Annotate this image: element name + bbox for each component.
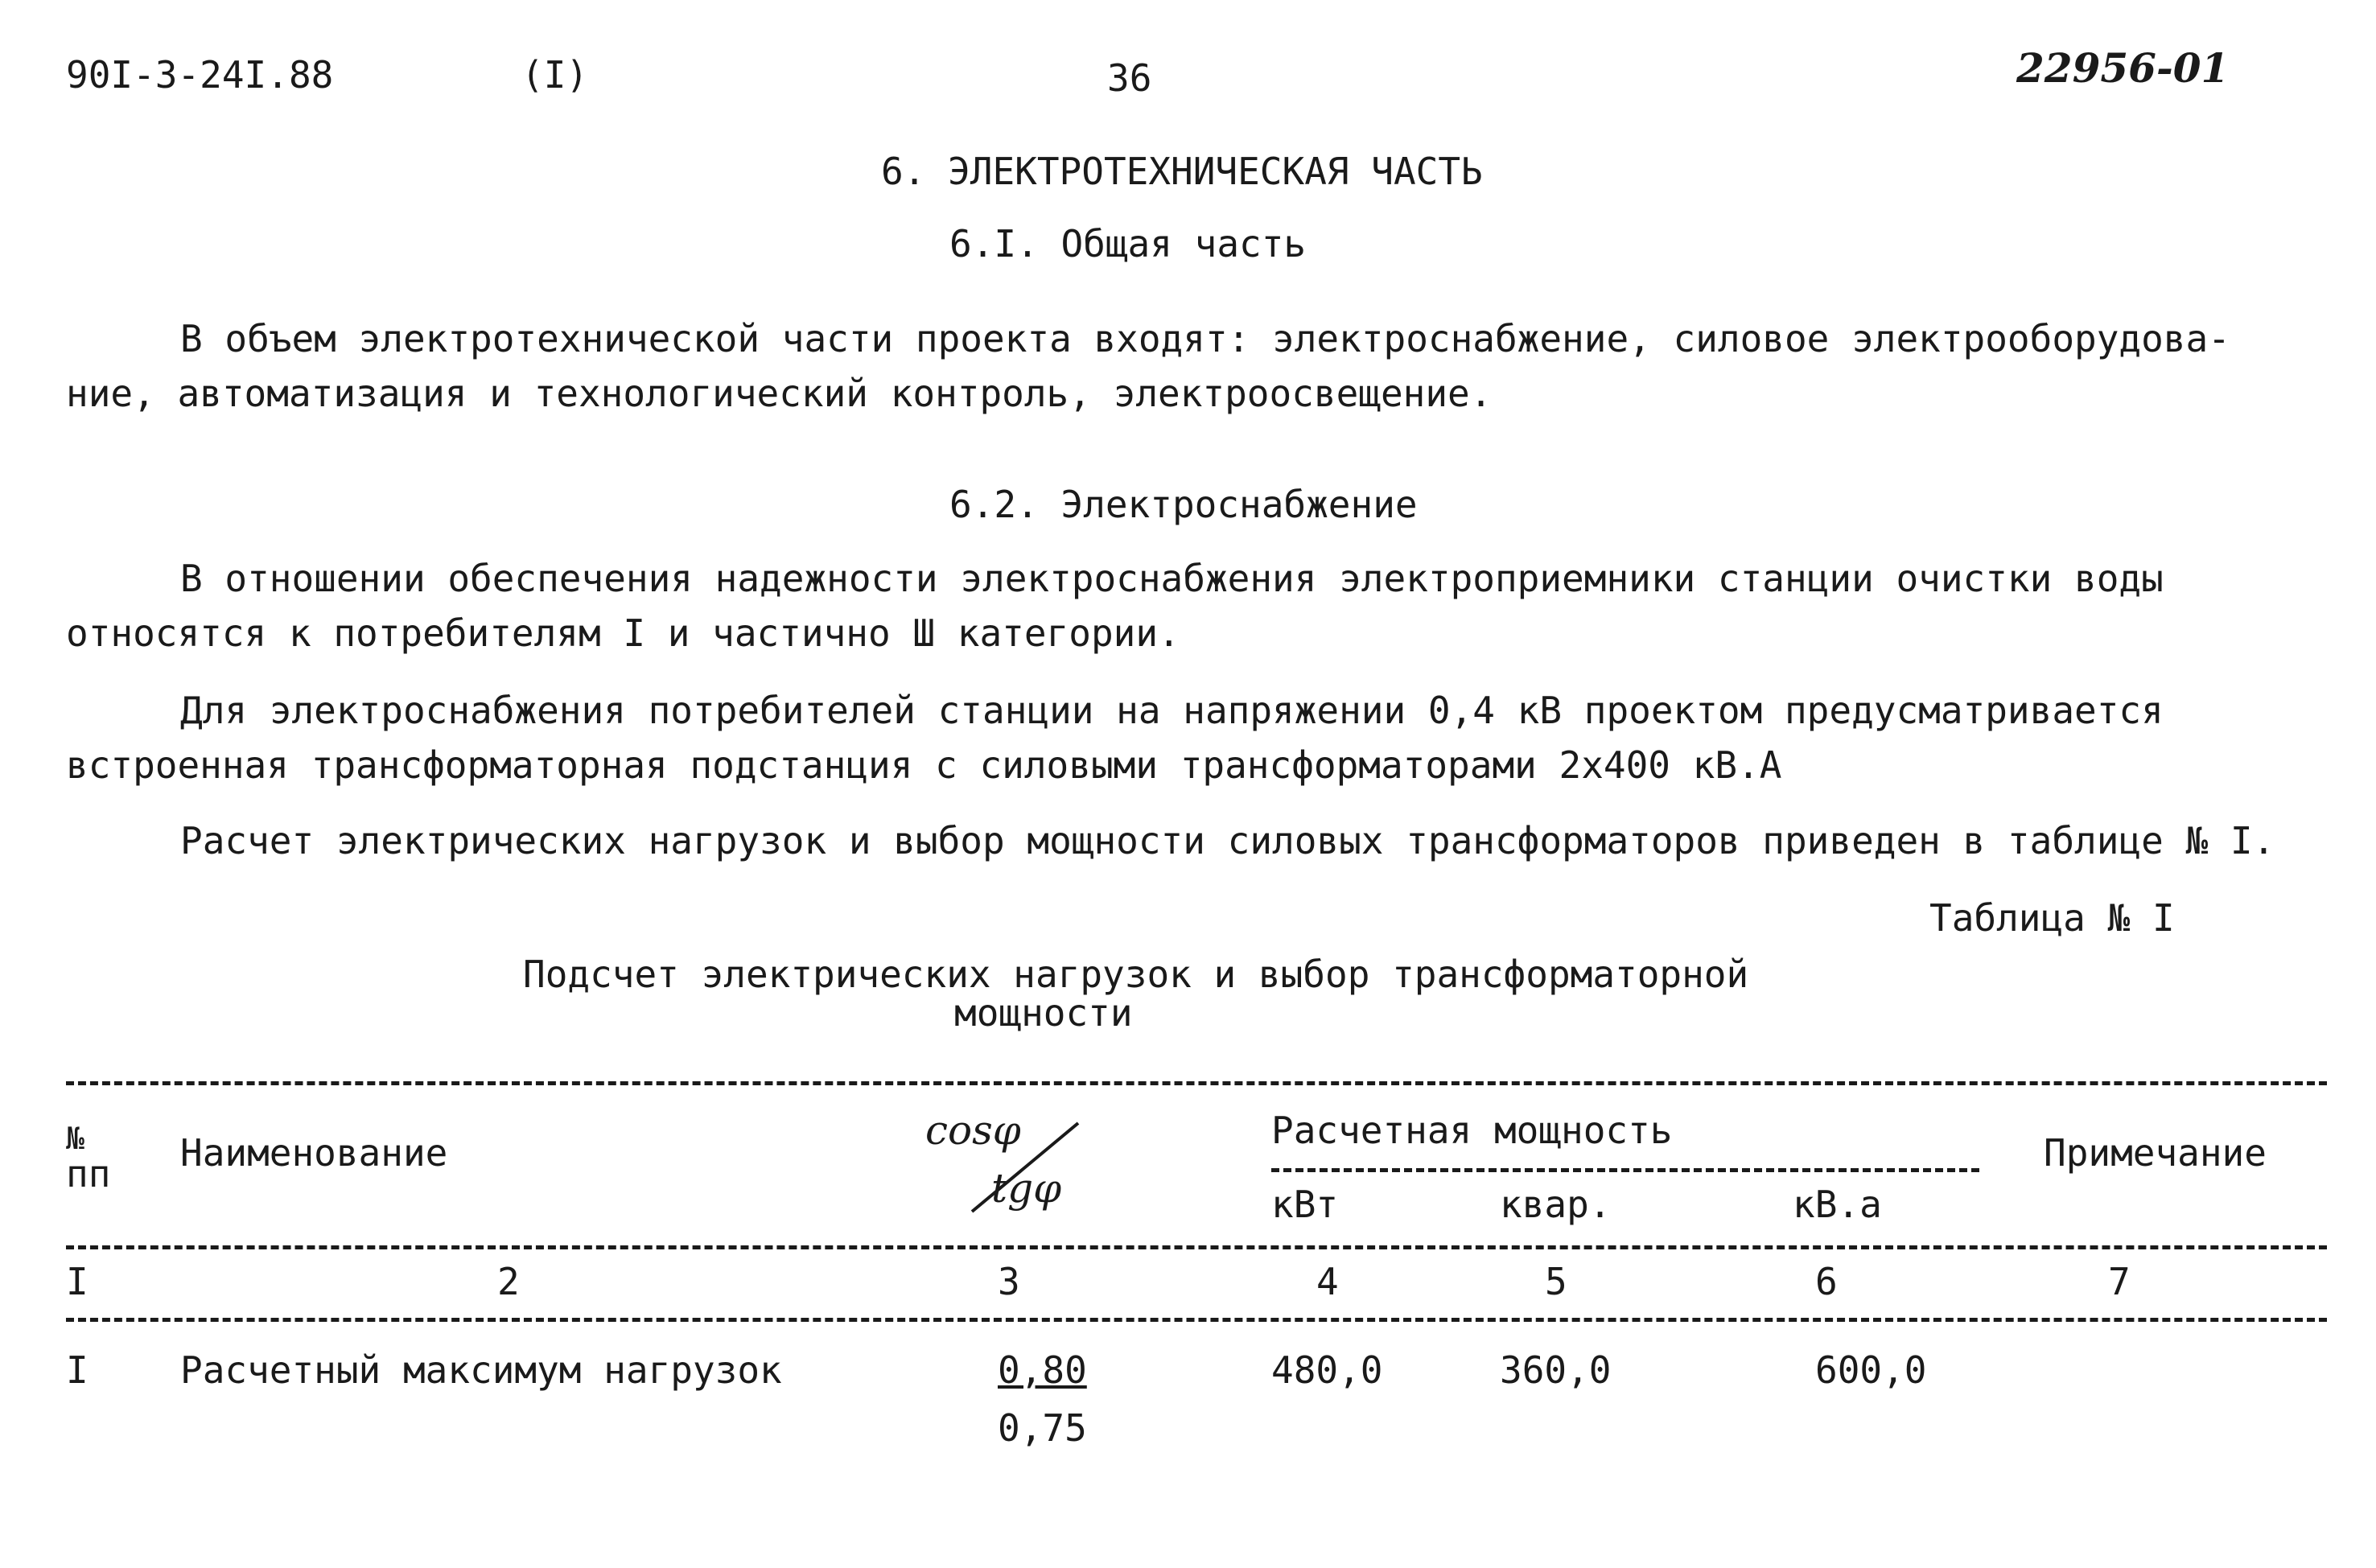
header-bottom-rule — [66, 1245, 2327, 1249]
column-number-6: 6 — [1815, 1260, 1838, 1303]
header-power-group: Расчетная мощность — [1271, 1109, 1673, 1152]
header-num-line-1: № — [66, 1121, 84, 1156]
paragraph-1-line-1: В объем электротехнической части проекта входят: электроснабжение, силовое электрооборудова- — [180, 317, 2230, 360]
column-number-4: 4 — [1316, 1260, 1339, 1303]
column-number-3: 3 — [998, 1260, 1020, 1303]
doc-code: 90I-3-24I.88 — [66, 53, 334, 97]
header-kw: кВт — [1271, 1183, 1339, 1226]
header-tg: tgφ — [991, 1165, 1062, 1212]
column-number-5: 5 — [1545, 1260, 1567, 1303]
page-number: 36 — [1107, 56, 1152, 100]
row-kvar: 360,0 — [1500, 1348, 1612, 1392]
column-number-2: 2 — [497, 1260, 520, 1303]
table-top-rule — [66, 1081, 2327, 1085]
power-group-rule — [1271, 1168, 1979, 1172]
table-caption-line-2: мощности — [954, 991, 1133, 1035]
header-kva: кВ.а — [1793, 1183, 1882, 1226]
paragraph-4: Расчет электрических нагрузок и выбор мощности силовых трансформаторов приведен в таблице № I. — [180, 819, 2275, 862]
part-label: (I) — [521, 53, 589, 97]
header-note: Примечание — [2044, 1131, 2267, 1175]
header-kvar: квар. — [1500, 1183, 1612, 1226]
table-label: Таблица № I — [1929, 896, 2175, 940]
row-kva: 600,0 — [1815, 1348, 1927, 1392]
paragraph-2-line-1: В отношении обеспечения надежности электроснабжения электроприемники станции очистки воды — [180, 557, 2164, 600]
row-name: Расчетный максимум нагрузок — [180, 1348, 782, 1392]
header-cos: cosφ — [925, 1107, 1021, 1154]
subsection-2-title: 6.2. Электроснабжение — [949, 483, 1418, 526]
section-title: 6. ЭЛЕКТРОТЕХНИЧЕСКАЯ ЧАСТЬ — [881, 150, 1483, 193]
sheet-code: 22956-01 — [2016, 44, 2230, 92]
column-number-1: I — [66, 1260, 89, 1303]
table-caption-line-1: Подсчет электрических нагрузок и выбор трансформаторной — [523, 953, 1749, 996]
row-kw: 480,0 — [1271, 1348, 1383, 1392]
paragraph-2-line-2: относятся к потребителям I и частично Ш категории. — [66, 611, 1180, 655]
header-name: Наименование — [180, 1131, 448, 1175]
paragraph-1-line-2: ние, автоматизация и технологический контроль, электроосвещение. — [66, 372, 1493, 415]
paragraph-3-line-1: Для электроснабжения потребителей станции на напряжении 0,4 кВ проектом предусматривается — [180, 689, 2164, 732]
subsection-1-title: 6.I. Общая часть — [949, 222, 1307, 265]
column-number-7: 7 — [2108, 1260, 2131, 1303]
row-tg: 0,75 — [998, 1406, 1087, 1450]
paragraph-3-line-2: встроенная трансформаторная подстанция с силовыми трансформаторами 2х400 кВ.А — [66, 743, 1782, 787]
row-cos: 0,80 — [998, 1348, 1087, 1392]
header-num-line-2: пп — [66, 1152, 111, 1196]
row-num: I — [66, 1348, 89, 1392]
column-numbers-rule — [66, 1318, 2327, 1322]
